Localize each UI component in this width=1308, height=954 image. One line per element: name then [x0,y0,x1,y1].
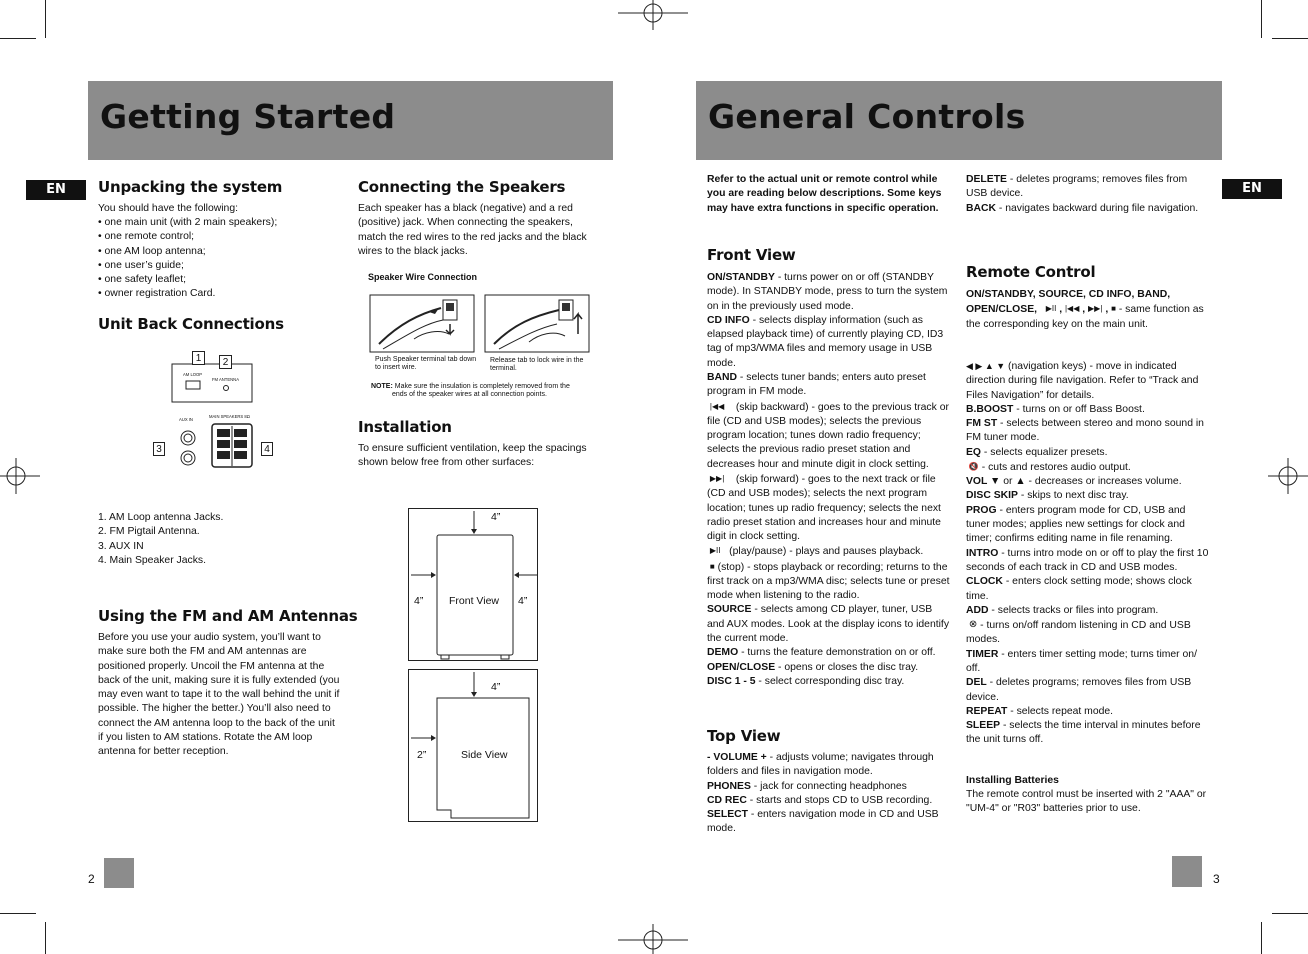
front-view-entries [707,271,951,689]
key-desc: - opens or closes the disc tray. [775,661,919,673]
key-label: CD REC [707,794,747,806]
key-desc: - skips to next disc tray. [1017,490,1129,502]
random-icon: ⊗ [968,619,978,631]
volume-down-icon: ▼ [987,476,1001,488]
key-label: B.BOOST [966,403,1014,415]
registration-mark-top [618,0,688,30]
crop-mark [1261,922,1262,954]
key-desc: - selects display information (such as elapsed playback time) of currently playing CD, ID3 tag of mp3/WMA files and memory usage in USB mode. [707,314,944,369]
entry-source [707,603,951,646]
key-desc: - turns intro mode on or off to play the first 10 seconds of each track in CD and USB modes. [966,547,1209,573]
key-label: DEL [966,677,987,689]
key-label: PROG [966,504,997,516]
key-label: TIMER [966,648,999,660]
callout-1: 1 [192,351,205,365]
registration-mark-right [1268,458,1308,494]
heading-front-view: Front View [707,246,796,264]
key-desc: - enters timer setting mode; turns timer on/ off. [966,648,1197,674]
page-title-left: Getting Started [100,97,396,136]
entry-disc-skip [966,489,1211,503]
key-label: DISC SKIP [966,490,1018,502]
top-view-entries [707,751,951,837]
side-view-drawing [409,670,539,823]
unpacking-intro: You should have the following: [98,203,238,214]
skip-backward-icon: |◀◀ [1064,304,1080,314]
wire-note [371,383,591,391]
skip-forward-icon: ▶▶| [709,474,725,484]
front-view-drawing [409,509,539,662]
wire-note-text-4: points. [526,391,547,398]
remote-keys-line-2: OPEN/CLOSE, [966,304,1038,316]
entry-play-pause [707,544,951,559]
key-desc: - selects equalizer presets. [981,446,1108,458]
entry-add [966,604,1211,618]
key-label: VOL [966,476,988,488]
side-view-left-gap: 2” [417,749,427,761]
heading-unpacking: Unpacking the system [98,178,283,196]
key-desc: (skip forward) - goes to the next track or file (CD and USB modes); selects the next program location; tunes up radio frequency; selects the next radio preset station and increases hour and minute digit in clock setting. [707,473,941,543]
entry-prog [966,504,1211,547]
crop-mark [45,0,46,38]
wire-figure-title-1: Speaker [368,272,404,282]
entry-mute [966,460,1211,475]
callout-2: 2 [219,355,232,369]
registration-mark-bottom [618,924,688,954]
entry-sleep [966,719,1211,748]
key-desc: - selects the time interval in minutes before the unit turns off. [966,720,1201,746]
front-view-top-gap: 4” [491,511,501,523]
entry-random [966,618,1211,648]
entry-back [966,202,1211,216]
entry-eq [966,446,1211,460]
remote-keys-tail: - same function as the corresponding key on the main unit. [966,304,1204,330]
key-label: EQ [966,446,982,458]
list-item: 1. AM Loop antenna Jacks. [98,512,224,523]
crop-mark [0,913,36,914]
page-title-right: General Controls [708,97,1026,136]
entry-select [707,808,951,837]
wire-note-line-2 [392,391,592,399]
back-panel-diagram [150,348,280,473]
key-desc: (navigation keys) - move in indicated direction during file navigation. Refer to “Track and Files Navigation” for details. [966,360,1199,401]
entry-fm-st [966,417,1211,446]
key-desc: - starts and stops CD to USB recording. [746,794,933,806]
key-desc: - enters clock setting mode; shows clock time. [966,576,1192,602]
col2-top-entries [966,173,1211,216]
entry-on-standby [707,271,951,314]
entry-volume [707,751,951,780]
list-item: • owner registration Card. [98,287,348,301]
crop-mark [1272,38,1308,39]
crop-mark [1272,913,1308,914]
front-view-label: Front View [449,595,499,607]
entry-timer [966,648,1211,677]
key-desc: - adjusts volume; navigates through folders and files in navigation mode. [707,752,934,778]
entry-navigation-keys [966,359,1211,403]
page-number-left: 2 [88,872,95,886]
key-label: BACK [966,202,997,214]
navigation-arrows-icon: ◀ ▶ ▲ ▼ [966,361,1006,371]
speakers-body: Each speaker has a black (negative) and a red (positive) jack. When connecting the speakers, match the red wires to the red jacks and the black wires to the black jacks. [358,203,587,257]
entry-cd-info [707,314,951,371]
entry-demo [707,646,951,660]
play-pause-icon: ▶II [1045,304,1057,314]
wire-note-text-1: Make sure the insulation [394,383,471,390]
entry-skip-forward [707,472,951,544]
key-desc: - selects repeat mode. [1007,705,1114,717]
entry-band [707,371,951,400]
key-desc: - enters program mode for CD, USB and tuner modes; applies new settings for clock and timer; confirms editing name in file renaming. [966,504,1186,545]
side-view-top-gap: 4” [491,681,501,693]
entry-stop [707,560,951,604]
list-item: • one AM loop antenna; [98,245,348,259]
key-label: SLEEP [966,720,1001,732]
entry-clock [966,575,1211,604]
key-desc: - turns on or off Bass Boost. [1013,403,1145,415]
page-tab-right [1172,856,1202,887]
entry-disc [707,675,951,689]
wire-figure-title-2: Wire Connection [405,272,477,282]
crop-mark [1261,0,1262,38]
wire-caption-left: Push Speaker terminal tab down to insert wire. [375,356,477,371]
wire-figure-title [368,272,477,282]
back-connections-list [98,511,348,568]
heading-installation: Installation [358,418,452,436]
list-item: • one remote control; [98,230,348,244]
front-view-right-gap: 4” [518,595,528,607]
title-band-right [696,81,1222,160]
entry-skip-backward [707,400,951,472]
remote-keys-line-1: ON/STANDBY, SOURCE, CD INFO, BAND, [966,289,1171,300]
wire-note-text-2: is completely removed from the [472,383,570,390]
panel-label-am-loop: AM LOOP [183,372,203,377]
key-desc: - enters navigation mode in CD and USB mode. [707,809,939,835]
wire-note-label: NOTE: [371,383,393,390]
entry-bboost [966,403,1211,417]
key-desc: (stop) - stops playback or recording; returns to the first track on a mp3/WMA disc; selects tune or preset mode when listening to the radio. [707,561,950,602]
skip-forward-icon: ▶▶| [1088,304,1103,314]
key-label: DISC 1 - 5 [707,675,756,687]
key-desc: (skip backward) - goes to the previous track or file (CD and USB modes); selects the previous program location; tunes down radio frequency; selects the previous radio preset station and decreases hour and minute digit in clock setting. [707,401,949,470]
page-tab-left [104,858,134,888]
key-label: PHONES [707,780,751,792]
key-label: BAND [707,372,738,384]
key-label: SOURCE [707,604,752,616]
key-label: CD INFO [707,314,750,326]
key-label: FM ST [966,418,998,430]
crop-mark [45,922,46,954]
key-label: ADD [966,604,989,616]
key-label: DEMO [707,647,739,659]
wire-caption-right: Release tab to lock wire in the terminal. [490,357,584,372]
list-item: 2. FM Pigtail Antenna. [98,526,200,538]
entry-cd-rec [707,794,951,808]
remote-entries [966,359,1211,748]
stop-icon: ■ [709,561,715,571]
key-desc: - jack for connecting headphones [750,780,907,792]
list-item: 3. AUX IN [98,540,144,552]
volume-up-icon: ▲ [1015,476,1026,488]
key-desc: - deletes programs; removes files from USB device. [966,174,1188,200]
entry-del [966,676,1211,705]
key-label: INTRO [966,547,999,559]
front-view-left-gap: 4” [414,595,424,607]
page-number-right: 3 [1213,872,1220,886]
key-desc: - deletes programs; removes files from USB device. [966,677,1192,703]
heading-antennas: Using the FM and AM Antennas [98,607,358,625]
installation-body: To ensure sufficient ventilation, keep the spacings shown below free from other surfaces: [358,443,587,469]
remote-keys-intro: ON/STANDBY, SOURCE, CD INFO, BAND, OPEN/CLOSE, ▶II , |◀◀ , ▶▶| , ■ - same function as the corresponding key on the main unit. [966,289,1204,330]
stop-icon: ■ [1111,304,1116,314]
title-band-left [88,81,613,160]
wire-note-text-3: ends of the speaker wires at all connection [392,391,525,398]
key-desc: (play/pause) - plays and pauses playback. [729,546,924,558]
mute-icon: 🔇 [968,461,979,471]
key-desc: - select corresponding disc tray. [755,675,905,687]
panel-label-aux-in: AUX IN [179,417,193,422]
unpacking-list [98,216,348,302]
key-label: SELECT [707,809,748,821]
key-desc: - navigates backward during file navigation. [996,202,1199,214]
key-desc: - selects among CD player, tuner, USB and AUX modes. Look at the display icons to identify the current mode. [707,604,950,645]
side-view-diagram [408,669,538,822]
entry-repeat [966,705,1211,719]
heading-top-view: Top View [707,727,781,745]
entry-vol [966,475,1211,489]
key-desc: - selects between stereo and mono sound in FM tuner mode. [966,418,1204,444]
panel-label-main-speakers: MAIN SPEAKERS 8Ω [209,414,250,419]
heading-speakers: Connecting the Speakers [358,178,566,196]
batteries-body: The remote control must be inserted with 2 "AAA" or "UM-4" or "R03" batteries prior to use. [966,789,1207,815]
key-label: REPEAT [966,705,1008,717]
key-desc: - turns the feature demonstration on or off. [738,647,936,659]
side-view-label: Side View [461,749,508,761]
key-label: ON/STANDBY [707,272,775,283]
controls-intro: Refer to the actual unit or remote control while you are reading below descriptions. Some keys may have extra functions in specific operation. [707,174,942,214]
entry-delete [966,173,1211,202]
key-desc: - turns power on or off (STANDBY mode). In STANDBY mode, press to turn the system on in the previously used mode. [707,272,948,312]
key-desc: or [1000,476,1016,488]
list-item: • one main unit (with 2 main speakers); [98,216,348,230]
play-pause-icon: ▶II [709,546,721,556]
batteries-heading: Installing Batteries [966,775,1059,786]
front-view-diagram [408,508,538,661]
entry-open-close [707,661,951,675]
speaker-wire-illustration [369,294,590,354]
key-label: - VOLUME + [707,752,767,763]
skip-backward-icon: |◀◀ [709,401,725,411]
language-tag-right: EN [1222,179,1282,199]
heading-back-connections: Unit Back Connections [98,315,284,333]
entry-intro [966,547,1211,576]
entry-phones [707,780,951,794]
callout-4: 4 [261,442,273,456]
key-desc: - selects tracks or files into program. [988,604,1159,616]
key-desc: - selects tuner bands; enters auto preset program in FM mode. [707,372,926,398]
key-label: OPEN/CLOSE [707,661,776,673]
heading-remote-control: Remote Control [966,263,1096,281]
registration-mark-left [0,458,40,494]
antennas-body: Before you use your audio system, you’ll want to make sure both the FM and AM antennas are positioned properly. Uncoil the FM antenna at the back of the unit, making sure it is fully extended (you may even want to tape it to the wall behind the unit if possible. The higher the better.) You’ll also need to connect the AM antenna loop to the back of the unit if you listen to AM stations. Rotate the AM loop antenna for better reception. [98,632,340,758]
list-item: • one user’s guide; [98,259,348,273]
key-desc: - decreases or increases volume. [1025,476,1182,488]
list-item: • one safety leaflet; [98,273,348,287]
crop-mark [0,38,36,39]
key-desc: - cuts and restores audio output. [978,461,1131,473]
key-label: CLOCK [966,576,1003,588]
language-tag-left: EN [26,180,86,200]
list-item: 4. Main Speaker Jacks. [98,554,206,566]
key-label: DELETE [966,174,1007,185]
panel-label-fm-antenna: FM ANTENNA [212,377,239,382]
callout-3: 3 [153,442,165,456]
key-desc: - turns on/off random listening in CD and USB modes. [966,620,1191,646]
